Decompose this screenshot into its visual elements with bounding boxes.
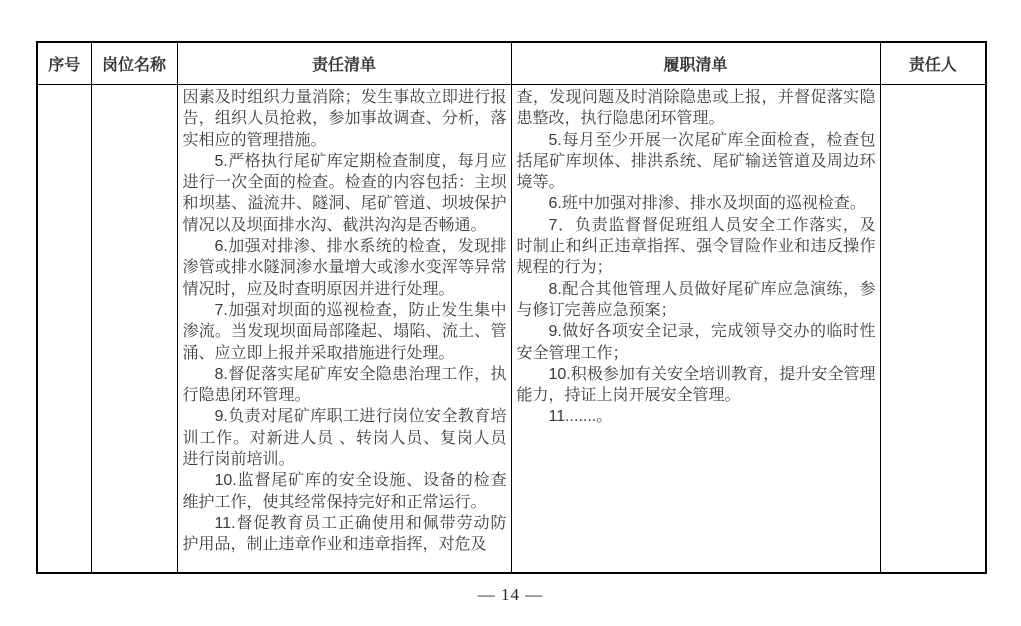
table-row <box>37 85 986 573</box>
responsible-person-cell <box>880 85 986 573</box>
responsibility-paragraph: 10.监督尾矿库的安全设施、设备的检查维护工作，使其经常保持完好和正常运行。 <box>182 472 507 511</box>
position-name-cell <box>91 85 177 573</box>
duty-paragraph: 10.积极参加有关安全培训教育，提升安全管理能力，持证上岗开展安全管理。 <box>516 365 876 405</box>
responsibility-paragraph: 因素及时组织力量消除；发生事故立即进行报告，组织人员抢救，参加事故调查、分析，落实相应的管理措施。 <box>182 89 507 149</box>
responsibility-paragraph: 6.加强对排渗、排水系统的检查，发现排渗管或排水隧洞渗水量增大或渗水变浑等异常情况时，应及时查明原因并进行处理。 <box>182 238 507 298</box>
column-header-position-name: 岗位名称 <box>91 42 177 85</box>
responsibility-paragraph: 8.督促落实尾矿库安全隐患治理工作，执行隐患闭环管理。 <box>182 365 507 405</box>
responsibility-paragraph: 7.加强对坝面的巡视检查，防止发生集中渗流。当发现坝面局部隆起、塌陷、流土、管涌、应立即上报并采取措施进行处理。 <box>182 301 507 362</box>
responsibility-table <box>36 41 987 574</box>
responsibility-paragraph: 9.负责对尾矿库职工进行岗位安全教育培训工作。对新进人员 、转岗人员、复岗人员进行岗前培训。 <box>182 408 507 469</box>
column-header-serial: 序号 <box>37 42 91 85</box>
column-header-responsibility-list: 责任清单 <box>177 42 511 85</box>
duty-paragraph: 11.......。 <box>548 408 613 426</box>
responsibility-paragraph: 5.严格执行尾矿库定期检查制度，每月应进行一次全面的检查。检查的内容包括：主坝和坝基、溢流井、隧洞、尾矿管道、坝坡保护情况以及坝面排水沟、截洪沟沟是否畅通。 <box>182 152 507 234</box>
duty-paragraph: 9.做好各项安全记录，完成领导交办的临时性安全管理工作； <box>516 323 876 362</box>
duty-paragraph: 8.配合其他管理人员做好尾矿库应急演练，参与修订完善应急预案； <box>516 280 876 319</box>
duty-paragraph: 5.每月至少开展一次尾矿库全面检查，检查包括尾矿库坝体、排洪系统、尾矿输送管道及周边环境等。 <box>516 131 876 192</box>
page-number: — 14 — <box>477 585 544 604</box>
duty-paragraph: 6.班中加强对排渗、排水及坝面的巡视检查。 <box>548 195 866 213</box>
duty-list-cell <box>511 85 880 573</box>
serial-cell <box>37 85 91 573</box>
duty-paragraph: 7．负责监督督促班组人员安全工作落实，及时制止和纠正违章指挥、强令冒险作业和违反操作规程的行为； <box>516 216 876 277</box>
column-header-duty-list: 履职清单 <box>511 42 880 85</box>
table-header-row <box>37 42 986 85</box>
duty-paragraph: 查，发现问题及时消除隐患或上报，并督促落实隐患整改，执行隐患闭环管理。 <box>516 89 876 128</box>
responsibility-list-cell <box>177 85 511 573</box>
column-header-responsible-person: 责任人 <box>880 42 986 85</box>
responsibility-paragraph: 11.督促教育员工正确使用和佩带劳动防护用品，制止违章作业和违章指挥，对危及 <box>182 514 507 554</box>
